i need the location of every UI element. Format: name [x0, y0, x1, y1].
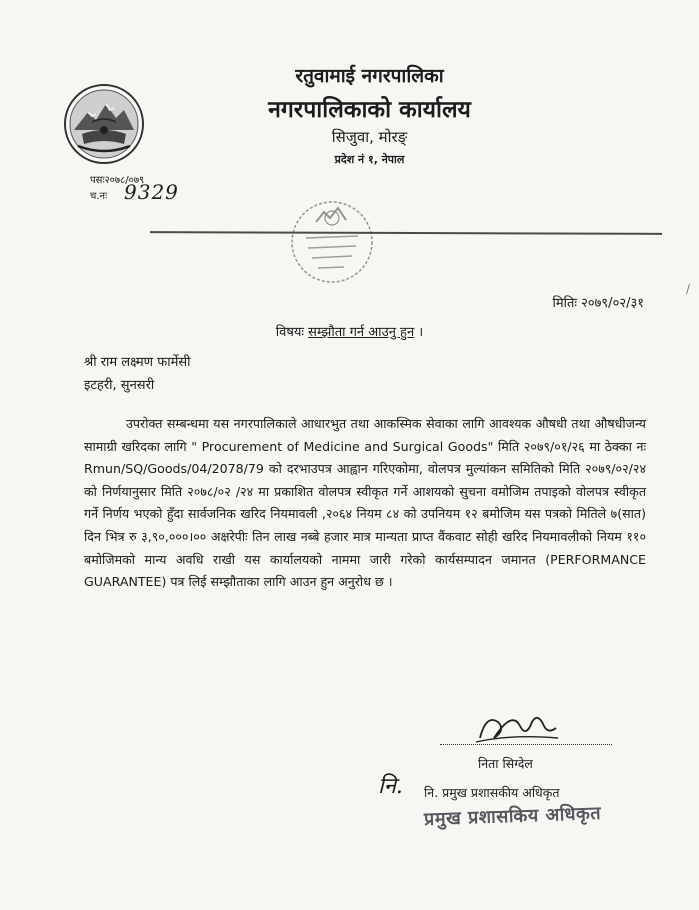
subject-line [0, 322, 699, 340]
margin-mark: / [686, 282, 691, 296]
municipality-name: रतुवामाई नगरपालिका [295, 65, 444, 87]
province-line: प्रदेश नं १, नेपाल [334, 153, 405, 166]
office-name: नगरपालिकाको कार्यालय [268, 97, 471, 123]
subject-value: सम्झौता गर्न आउनु हुन [308, 325, 415, 340]
signatory-name: निता सिग्देल [478, 756, 533, 771]
fiscal-year-ref: पसः२०७८/०७९ [90, 175, 145, 186]
subject-label: विषयः [275, 325, 305, 340]
signatory-title: नि. प्रमुख प्रशासकीय अधिकृत [424, 785, 560, 800]
subject-end: । [418, 325, 424, 340]
signature-line [440, 744, 612, 745]
header-divider [150, 231, 662, 235]
letter-date: मितिः २०७९/०२/३१ [552, 296, 644, 311]
signatory-initial: नि. [378, 774, 403, 799]
dispatch-label: च.नः [90, 191, 108, 202]
office-location: सिजुवा, मोरङ् [331, 128, 408, 146]
addressee-place: इटहरी, सुनसरी [84, 378, 155, 393]
addressee-name: श्री राम लक्ष्मण फार्मेसी [84, 355, 191, 370]
letter-body-text: उपरोक्त सम्बन्धमा यस नगरपालिकाले आधारभुत तथा आकस्मिक सेवाका लागि आवश्यक औषधी तथा औषधीजन्य सामाग्री खरिदका लागि " Procurement of Medicine and Surgical Goods" मिति २०७९/०१/२६ मा ठेक्का नः Rmun/SQ/Goods/04/2078/79 को दरभाउपत्र आह्वान गरिएकोमा, वोलपत्र मुल्यांकन समितिको मिति २०७९/०२/२४ को निर्णयानुसार मिति २०७८/०२ /२४ मा प्रकाशित वोलपत्र स्वीकृत गर्ने आशयको सुचना वमोजिम तपाइको वोलपत्र स्वीकृत गर्ने निर्णय भएको हुँदा सार्वजनिक खरिद नियमावली ,२०६४ नियम ८४ को उपनियम १२ बमोजिम यस पत्रको मितिले ७(सात) दिन भित्र रु ३,९०,०००।०० अक्षरेपीः तिन लाख नब्बे हजार मात्र मान्यता प्राप्त वैंकवाट सोही खरिद नियमावलीको नियम ११० बमोजिमको मान्य अवधि राखी यस कार्यालयको नाममा जारी गरेको कार्यसम्पादन जमानत (PERFORMANCE GUARANTEE) पत्र लिई सम्झौताका लागि आउन हुन अनुरोध छ । [84, 416, 646, 590]
office-seal-stamp [286, 196, 378, 288]
designation-stamp: प्रमुख प्रशासकिय अधिकृत [423, 802, 602, 831]
dispatch-number: 9329 [124, 180, 179, 204]
letter-body-paragraph [84, 413, 646, 594]
